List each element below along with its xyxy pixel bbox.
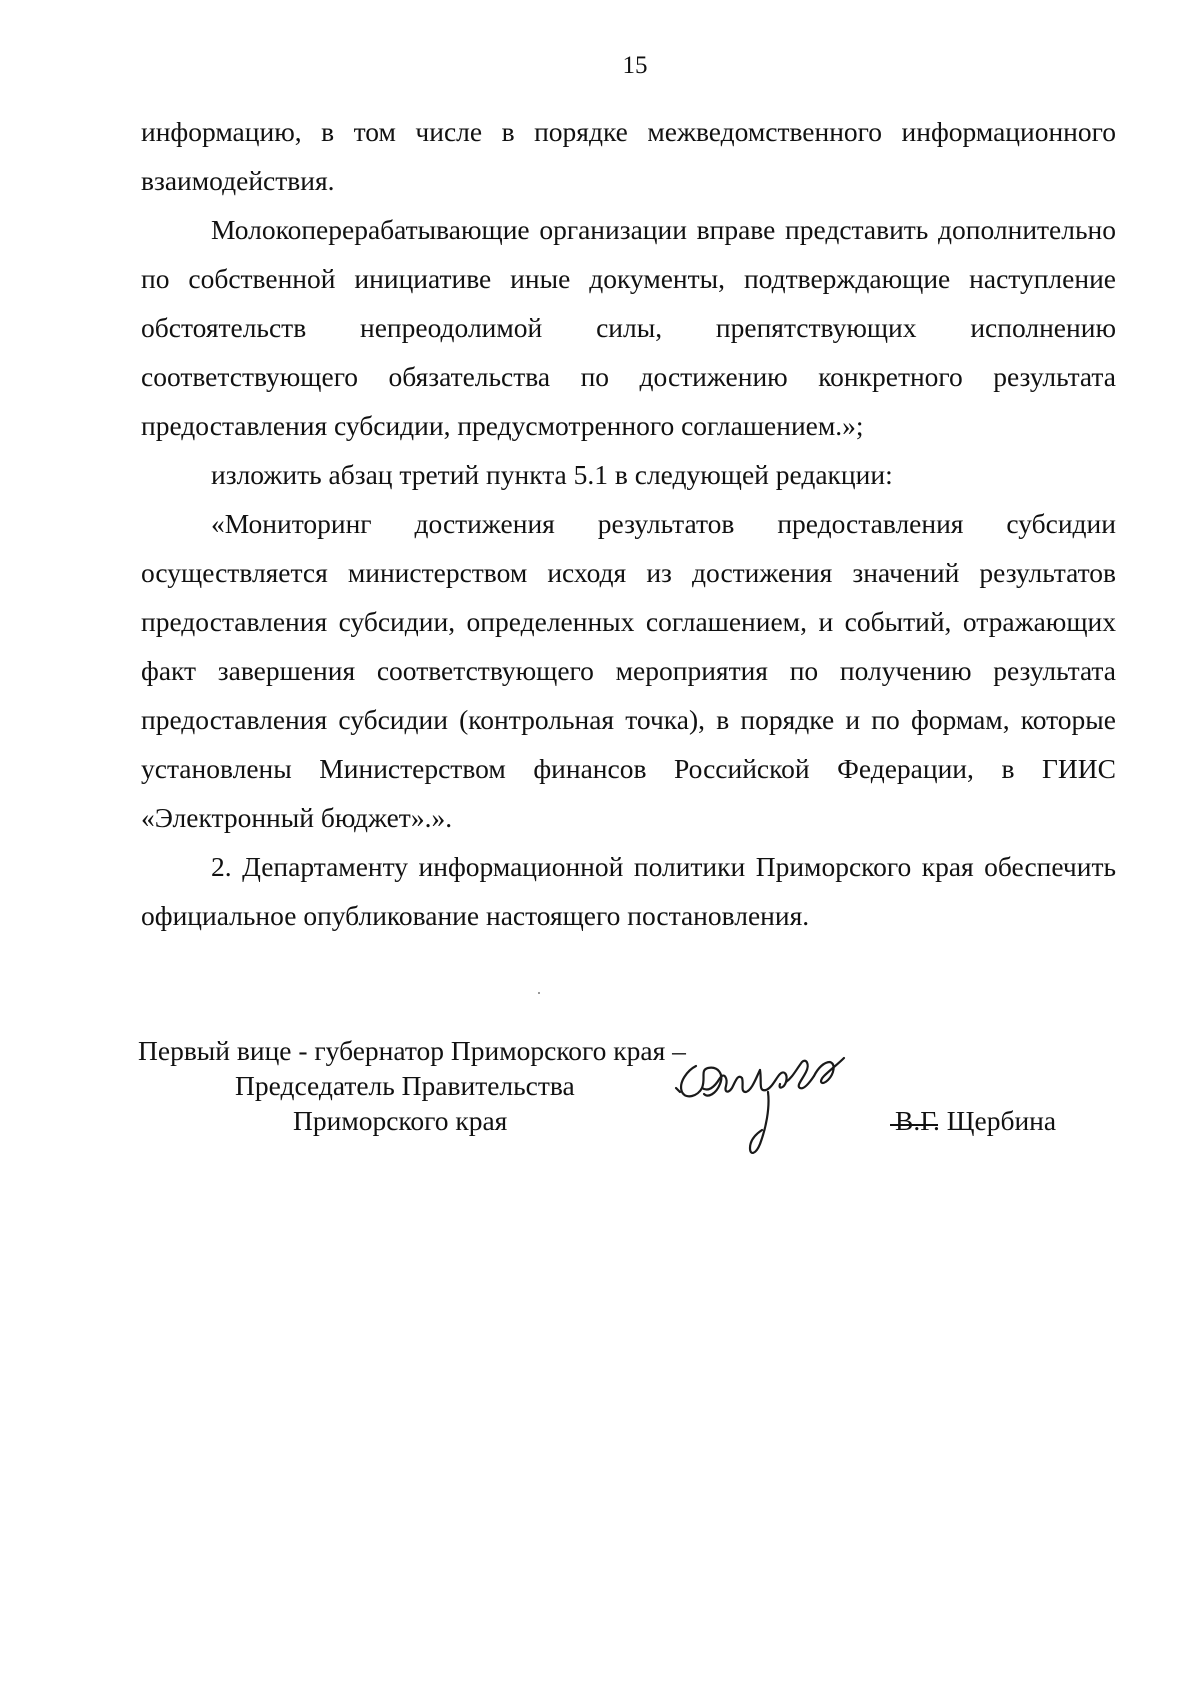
document-body xyxy=(141,107,1116,940)
signatory-title-line-1: Первый вице - губернатор Приморского края – xyxy=(138,1035,686,1066)
paragraph-amend-instruction: изложить абзац третий пункта 5.1 в следующей редакции: xyxy=(211,459,893,490)
signatory-name: В.Г. Щербина xyxy=(895,1105,1057,1136)
signatory-title-block xyxy=(138,1033,686,1138)
paragraph-documents-right: Молокоперерабатывающие организации вправе представить дополнительно по собственной инициативе иные документы, подтверждающие наступление обстоятельств непреодолимой силы, препятствующих исполнению соответствующего обязательства по достижению конкретного результата предоставления субсидии, предусмотренного соглашением.»; xyxy=(141,214,1116,441)
handwritten-signature xyxy=(668,1048,918,1168)
page-number: 15 xyxy=(622,52,648,79)
paragraph-monitoring: «Мониторинг достижения результатов предоставления субсидии осуществляется министерством исходя из достижения значений результатов предоставления субсидии, определенных соглашением, и событий, отражающих факт завершения соответствующего мероприятия по получению результата предоставления субсидии (контрольная точка), в порядке и по формам, которые установлены Министерством финансов Российской Федерации, в ГИИС «Электронный бюджет».». xyxy=(141,508,1116,833)
signatory-title-line-2: Председатель Правительства xyxy=(235,1070,575,1101)
scan-speck xyxy=(538,992,540,994)
paragraph-publication-order: 2. Департаменту информационной политики Приморского края обеспечить официальное опубликование настоящего постановления. xyxy=(141,851,1116,931)
signatory-title-line-3: Приморского края xyxy=(293,1105,508,1136)
paragraph-continuation: информацию, в том числе в порядке межведомственного информационного взаимодействия. xyxy=(141,116,1116,196)
